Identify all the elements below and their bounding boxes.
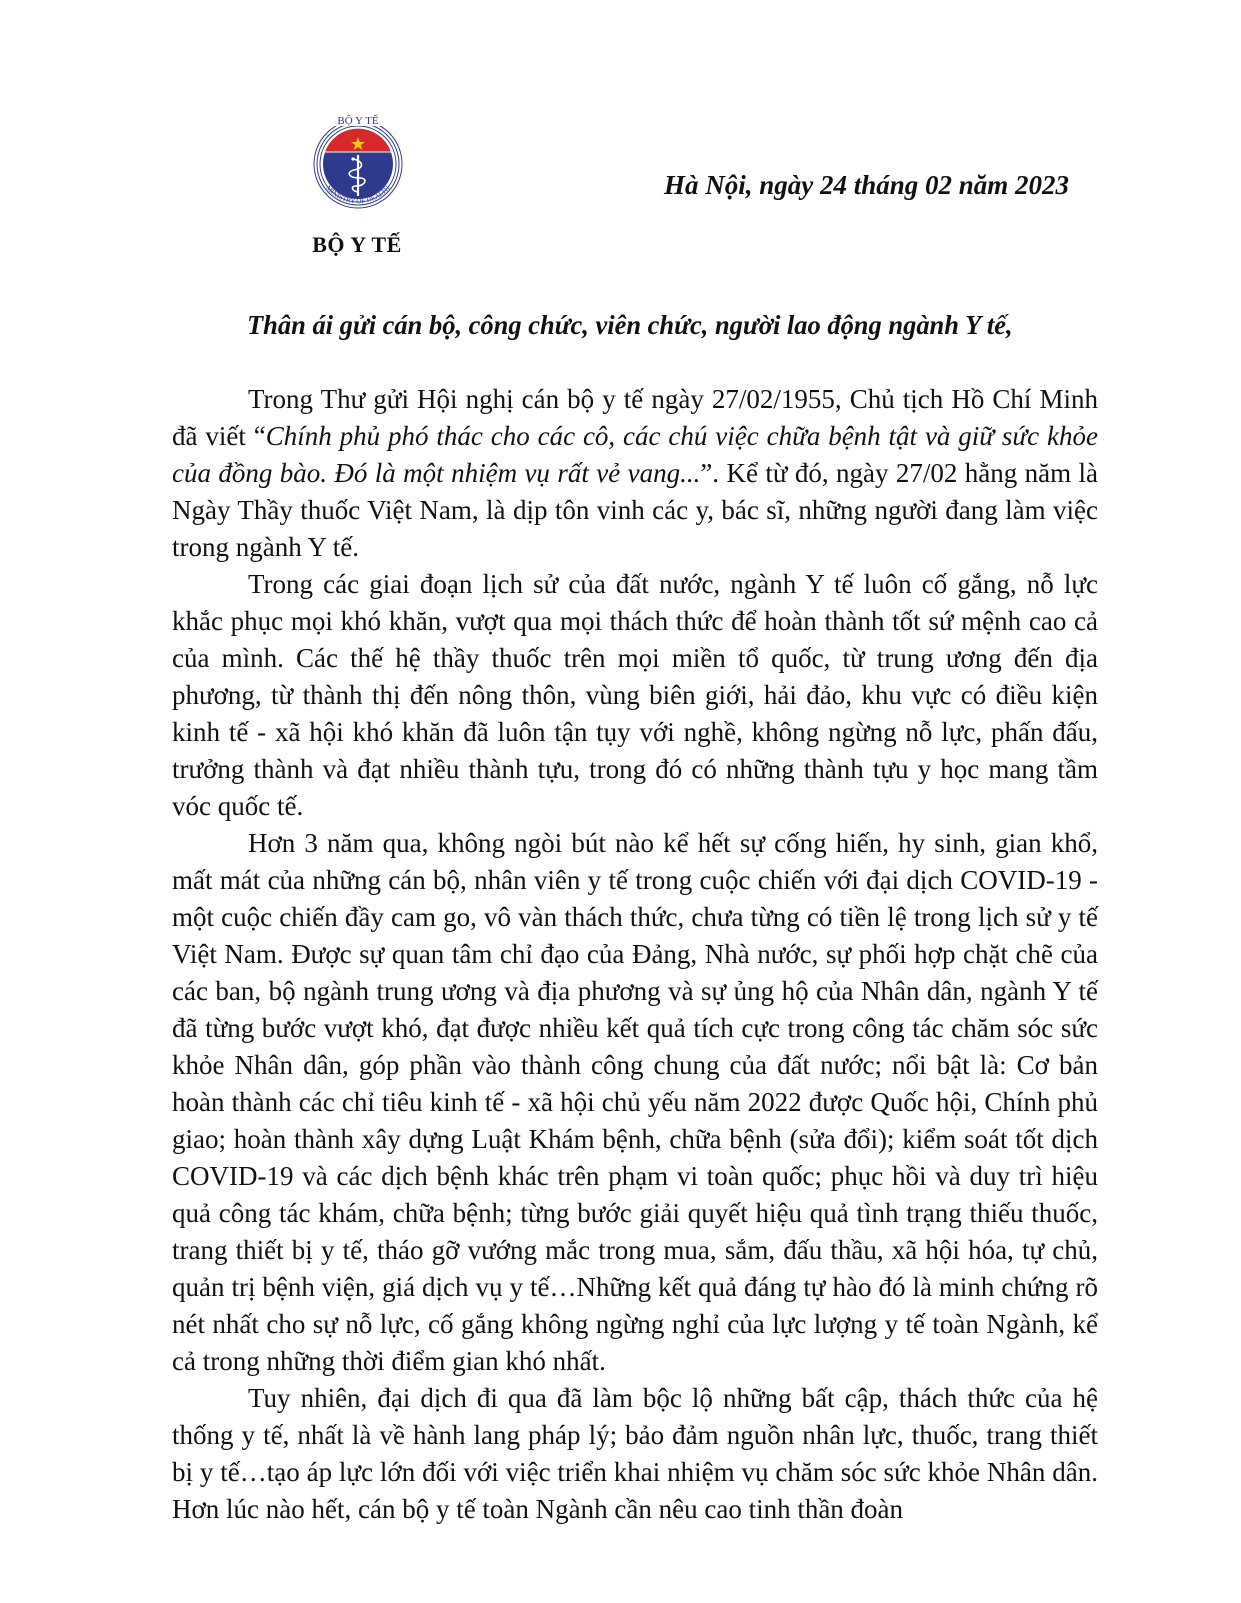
- quotation: Chính phủ phó thác cho các cô, các chú việc chữa bệnh tật và giữ sức khỏe của đồng bào. Đó là một nhiệm vụ rất vẻ vang...: [172, 421, 1098, 488]
- salutation: Thân ái gửi cán bộ, công chức, viên chức, người lao động ngành Y tế,: [247, 310, 1013, 340]
- paragraph: [172, 381, 1098, 566]
- ministry-of-health-emblem-icon: [308, 112, 408, 212]
- letterhead: [300, 112, 420, 258]
- paragraph-text: Trong Thư gửi Hội nghị cán bộ y tế ngày 27/02/1955, Chủ tịch Hồ Chí Minh đã viết “: [172, 384, 1098, 451]
- paragraph: Trong các giai đoạn lịch sử của đất nước, ngành Y tế luôn cố gắng, nỗ lực khắc phục mọi khó khăn, vượt qua mọi thách thức để hoàn thành tốt sứ mệnh cao cả của mình. Các thế hệ thầy thuốc trên mọi miền tổ quốc, từ trung ương đến địa phương, từ thành thị đến nông thôn, vùng biên giới, hải đảo, khu vực có điều kiện kinh tế - xã hội khó khăn đã luôn tận tụy với nghề, không ngừng nỗ lực, phấn đấu, trưởng thành và đạt nhiều thành tựu, trong đó có những thành tựu y học mang tầm vóc quốc tế.: [172, 569, 1098, 821]
- letter-body: [172, 381, 1098, 1528]
- paragraph: Hơn 3 năm qua, không ngòi bút nào kể hết sự cống hiến, hy sinh, gian khổ, mất mát của những cán bộ, nhân viên y tế trong cuộc chiến với đại dịch COVID-19 - một cuộc chiến đầy cam go, vô vàn thách thức, chưa từng có tiền lệ trong lịch sử y tế Việt Nam. Được sự quan tâm chỉ đạo của Đảng, Nhà nước, sự phối hợp chặt chẽ của các ban, bộ ngành trung ương và địa phương và sự ủng hộ của Nhân dân, ngành Y tế đã từng bước vượt khó, đạt được nhiều kết quả tích cực trong công tác chăm sóc sức khỏe Nhân dân, góp phần vào thành công chung của đất nước; nổi bật là: Cơ bản hoàn thành các chỉ tiêu kinh tế - xã hội chủ yếu năm 2022 được Quốc hội, Chính phủ giao; hoàn thành xây dựng Luật Khám bệnh, chữa bệnh (sửa đổi); kiểm soát tốt dịch COVID-19 và các dịch bệnh khác trên phạm vi toàn quốc; phục hồi và duy trì hiệu quả công tác khám, chữa bệnh; từng bước giải quyết hiệu quả tình trạng thiếu thuốc, trang thiết bị y tế, tháo gỡ vướng mắc trong mua, sắm, đấu thầu, xã hội hóa, tự chủ, quản trị bệnh viện, giá dịch vụ y tế…Những kết quả đáng tự hào đó là minh chứng rõ nét nhất cho sự nỗ lực, cố gắng không ngừng nghỉ của lực lượng y tế toàn Ngành, kể cả trong những thời điểm gian khó nhất.: [172, 828, 1098, 1376]
- svg-text:BỘ Y TẾ: BỘ Y TẾ: [337, 115, 379, 127]
- paragraph-text: ”. Kể từ đó, ngày 27/02 hằng năm là Ngày Thầy thuốc Việt Nam, là dịp tôn vinh các y, bác sĩ, những người đang làm việc trong ngành Y tế.: [172, 458, 1098, 562]
- paragraph: Tuy nhiên, đại dịch đi qua đã làm bộc lộ những bất cập, thách thức của hệ thống y tế, nhất là về hành lang pháp lý; bảo đảm nguồn nhân lực, thuốc, trang thiết bị y tế…tạo áp lực lớn đối với việc triển khai nhiệm vụ chăm sóc sức khỏe Nhân dân. Hơn lúc nào hết, cán bộ y tế toàn Ngành cần nêu cao tinh thần đoàn: [172, 1383, 1098, 1524]
- svg-text:MINISTRY OF HEALTH: MINISTRY OF HEALTH: [324, 184, 392, 206]
- organization-name: BỘ Y TẾ: [312, 232, 402, 257]
- place-and-date: Hà Nội, ngày 24 tháng 02 năm 2023: [664, 170, 1070, 200]
